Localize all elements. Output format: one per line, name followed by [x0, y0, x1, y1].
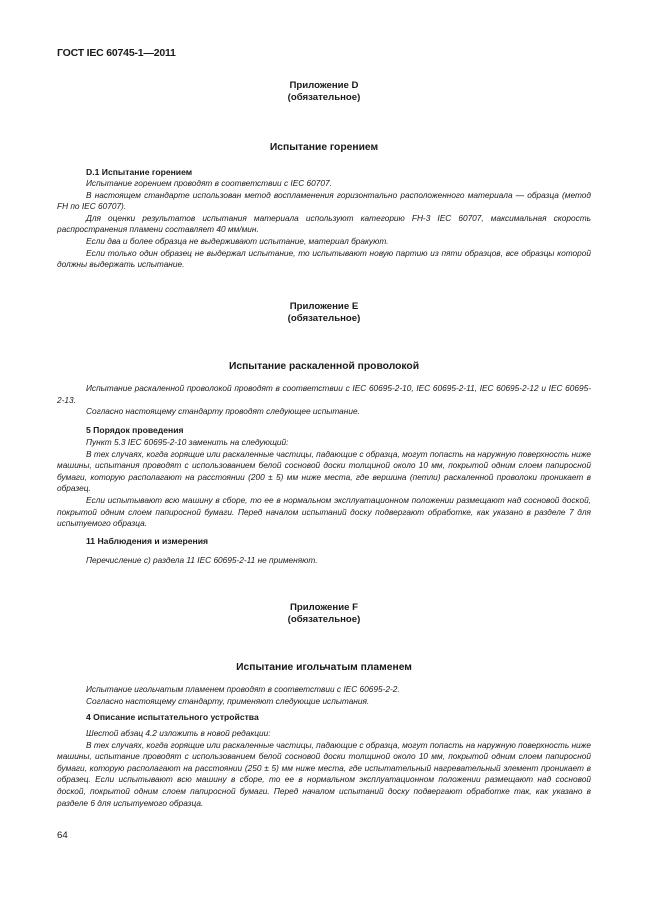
- document-header: ГОСТ IEC 60745-1—2011: [57, 47, 176, 59]
- annex-f-intro: [57, 684, 591, 707]
- section-d1-body: [57, 178, 591, 271]
- section-d1-heading: D.1 Испытание горением: [86, 167, 193, 177]
- paragraph: Для оценки результатов испытания материала используют категорию FH-3 IEC 60707, максимальная скорость распространения пламени составляет 40 мм/мин.: [57, 212, 591, 235]
- annex-d-heading: Испытание горением: [269, 142, 379, 153]
- section-e11-heading: 11 Наблюдения и измерения: [86, 536, 209, 546]
- annex-d-status: (обязательное): [287, 92, 361, 103]
- annex-e-intro: [57, 383, 591, 418]
- paragraph: Если испытывают всю машину в сборе, то ее в нормальном эксплуатационном положении размещают над сосновой доской, покрытой одним слоем папиросной бумаги. Перед началом испытаний доску подвергают обработке, как указано в разделе 7 для испытуемого образца.: [57, 494, 591, 529]
- section-e11-body: [57, 555, 591, 567]
- paragraph: Испытание горением проводят в соответствии с IEC 60707.: [86, 178, 332, 188]
- annex-e-title: Приложение E: [289, 301, 359, 312]
- section-f4-body: [57, 728, 591, 809]
- page-number: 64: [57, 830, 68, 841]
- paragraph: Испытание раскаленной проволокой проводят в соответствии с IEC 60695-2-10, IEC 60695-2-11, IEC 60695-2-12 и IEC 60695-2-13.: [57, 383, 591, 405]
- annex-e-heading: Испытание раскаленной проволокой: [228, 361, 420, 372]
- annex-f-status: (обязательное): [287, 614, 361, 625]
- section-f4-heading: 4 Описание испытательного устройства: [86, 712, 259, 722]
- paragraph: Шестой абзац 4.2 изложить в новой редакции:: [86, 728, 271, 738]
- paragraph: Если два и более образца не выдерживают испытание, материал бракуют.: [86, 235, 389, 246]
- paragraph: Испытание игольчатым пламенем проводят в соответствии с IEC 60695-2-2.: [86, 684, 400, 694]
- paragraph: Согласно настоящему стандарту, применяют следующие испытания.: [86, 695, 370, 706]
- paragraph: Пункт 5.3 IEC 60695-2-10 заменить на следующий:: [86, 437, 289, 447]
- paragraph: В тех случаях, когда горящие или раскаленные частицы, падающие с образца, могут попасть на наружную поверхность ниже машины, испытания проводят с использованием белой сосновой доски толщиной около 10 мм, покрытой одним слоем папиросной бумаги, которую располагают на расстоянии (200 ± 5) мм ниже места, где вершина (петли) раскаленной проволоки проникает в образец.: [57, 448, 591, 494]
- section-e5-body: [57, 437, 591, 530]
- annex-f-title: Приложение F: [290, 602, 358, 613]
- paragraph: Перечисление с) раздела 11 IEC 60695-2-11 не применяют.: [86, 555, 318, 565]
- paragraph: Если только один образец не выдержал испытание, то испытывают новую партию из пяти образцов, все образцы которой должны выдержать испытание.: [57, 247, 591, 270]
- annex-f-heading: Испытание игольчатым пламенем: [236, 662, 412, 673]
- section-e5-heading: 5 Порядок проведения: [86, 425, 184, 435]
- annex-d-title: Приложение D: [289, 80, 359, 91]
- paragraph: В тех случаях, когда горящие или раскаленные частицы, падающие с образца, могут попасть на наружную поверхность ниже машины, испытание проводят с использованием белой сосновой доски толщиной около 10 мм, покрытой одним слоем папиросной бумаги, которую располагают на расстоянии (250 ± 5) мм ниже места, где испытательный нагревательный элемент проникает в образец. Если испытывают всю машину в сборе, то ее в нормальном эксплуатационном положении размещают над сосновой доской, покрытой одним слоем папиросной бумаги. Перед началом испытаний доску подвергают обработке так, как указано в разделе 6 для испытуемого образца.: [57, 739, 591, 808]
- annex-e-status: (обязательное): [287, 313, 361, 324]
- paragraph: В настоящем стандарте использован метод воспламенения горизонтально расположенного материала — образца (метод FH по IEC 60707).: [57, 189, 591, 212]
- paragraph: Согласно настоящему стандарту проводят следующее испытание.: [86, 406, 360, 417]
